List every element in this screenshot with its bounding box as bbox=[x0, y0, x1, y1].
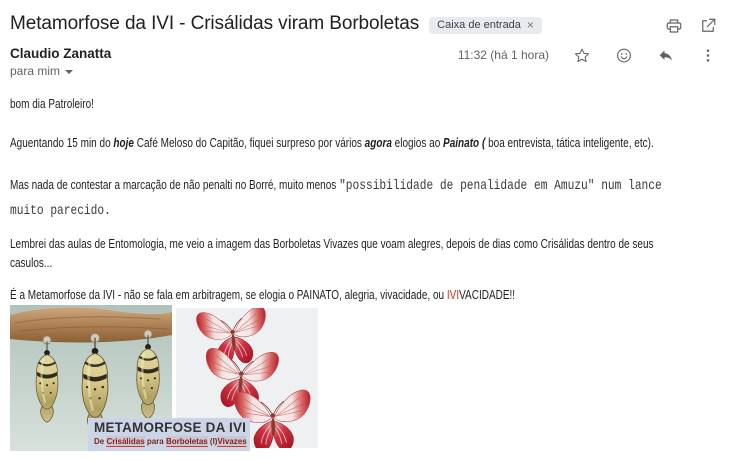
body-text-red: IVI bbox=[446, 288, 460, 302]
inbox-label-text: Caixa de entrada bbox=[437, 19, 521, 31]
caption-text: para bbox=[144, 436, 166, 446]
message-timestamp: 11:32 (há 1 hora) bbox=[457, 48, 549, 62]
body-text: VACIDADE!! bbox=[459, 288, 516, 302]
paragraph-greeting bbox=[10, 95, 585, 114]
paragraph-metamorfose bbox=[10, 286, 585, 305]
recipient-label: para mim bbox=[10, 64, 61, 78]
body-text-monospace: muito parecido. bbox=[10, 203, 111, 219]
paragraph-cafe bbox=[10, 134, 654, 153]
message-header bbox=[0, 35, 729, 80]
image-caption-box bbox=[88, 418, 250, 451]
emoji-icon[interactable] bbox=[615, 46, 633, 64]
star-icon[interactable] bbox=[573, 46, 591, 64]
recipient-toggle[interactable] bbox=[10, 64, 73, 78]
body-text: Mas nada de contestar a marcação de não penalti no Borré, muito menos bbox=[10, 178, 340, 192]
paragraph-penalti bbox=[10, 173, 662, 223]
inbox-label-chip[interactable] bbox=[429, 17, 542, 34]
body-text-emphasis: Painato ( bbox=[443, 136, 486, 150]
email-subject: Metamorfose da IVI - Crisálidas viram Borboletas bbox=[10, 13, 420, 34]
reply-icon[interactable] bbox=[657, 46, 675, 64]
email-body bbox=[0, 80, 729, 325]
body-text: bom dia Patroleiro! bbox=[10, 97, 94, 111]
attachment-area bbox=[10, 304, 720, 454]
dropdown-caret-icon bbox=[65, 70, 73, 74]
caption-text: (I) bbox=[207, 436, 218, 446]
sender-name: Claudio Zanatta bbox=[10, 46, 112, 61]
body-text: boa entrevista, tática inteligente, etc). bbox=[485, 136, 654, 150]
remove-label-icon[interactable]: × bbox=[526, 17, 534, 32]
caption-title: METAMORFOSE DA IVI bbox=[94, 420, 247, 435]
body-text: casulos... bbox=[10, 256, 53, 270]
caption-subtitle bbox=[94, 435, 247, 447]
caption-text: De bbox=[94, 436, 107, 446]
caption-text-underlined: Borboletas bbox=[165, 436, 208, 446]
body-text: Aguentando 15 min do bbox=[10, 136, 114, 150]
body-text-emphasis: hoje bbox=[113, 136, 134, 150]
email-header bbox=[0, 0, 729, 35]
print-icon[interactable] bbox=[665, 17, 683, 35]
open-in-new-icon[interactable] bbox=[699, 17, 717, 35]
body-text-monospace: "possibilidade de penalidade em Amuzu" num lance bbox=[339, 178, 662, 194]
caption-text-underlined: Vivazes bbox=[217, 436, 247, 446]
body-text: Café Meloso do Capitão, fiquei surpreso por vários bbox=[133, 136, 365, 150]
more-vert-icon[interactable] bbox=[699, 46, 717, 64]
caption-text-underlined: Crisálidas bbox=[106, 436, 145, 446]
body-text: Lembrei das aulas de Entomologia, me veio a imagem das Borboletas Vivazes que voam alegres, depois de dias como Crisálidas dentro de seus bbox=[10, 237, 654, 251]
paragraph-entomologia bbox=[10, 235, 654, 273]
body-text: É a Metamorfose da IVI - não se fala em arbitragem, se elogia o PAINATO, alegria, vivacidade, ou bbox=[10, 288, 447, 302]
body-text-emphasis: agora bbox=[364, 136, 392, 150]
body-text: elogios ao bbox=[391, 136, 444, 150]
